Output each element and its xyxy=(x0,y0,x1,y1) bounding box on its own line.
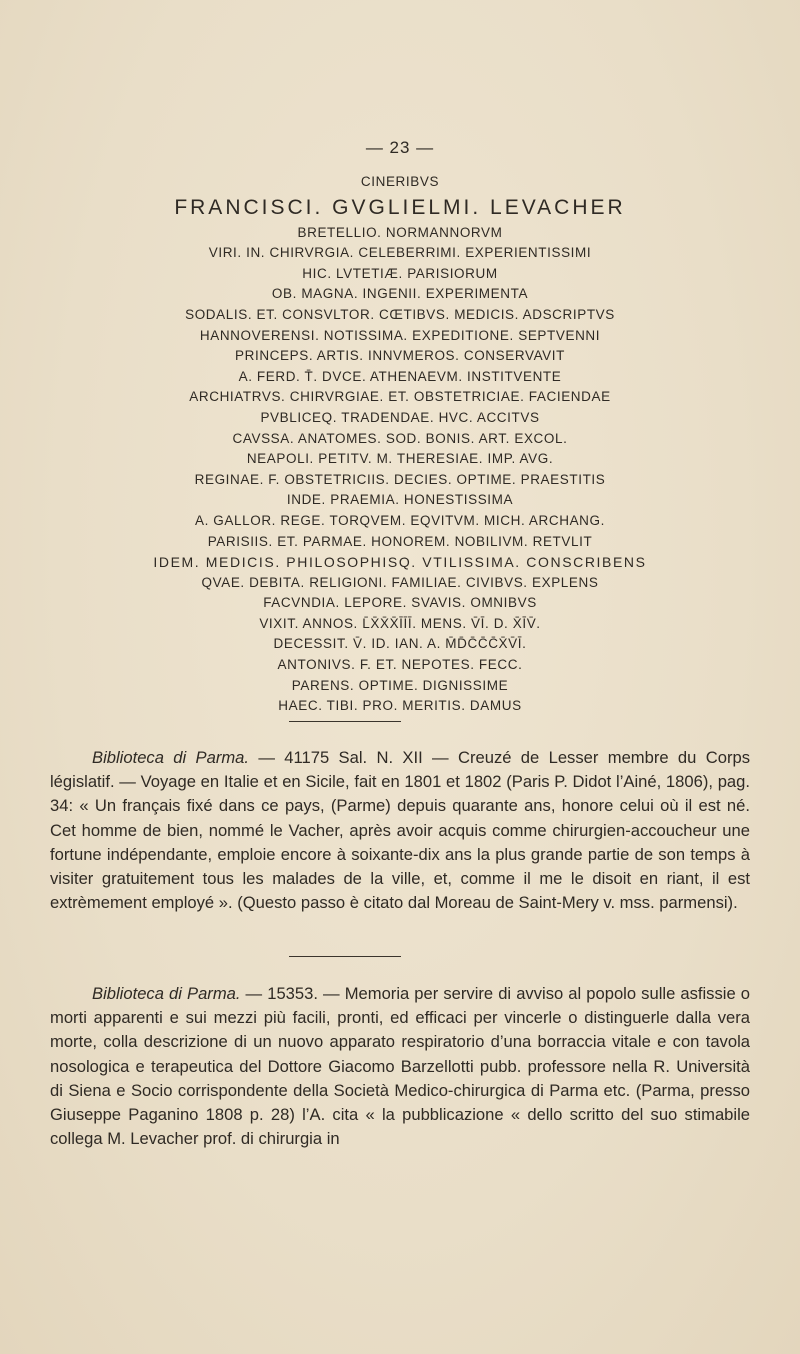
inscription-line: BRETELLIO. NORMANNORVM xyxy=(297,224,503,240)
inscription-line: OB. MAGNA. INGENII. EXPERIMENTA xyxy=(271,286,529,302)
section-divider xyxy=(289,721,401,722)
inscription-line: FACVNDIA. LEPORE. SVAVIS. OMNIBVS xyxy=(263,595,537,611)
inscription-line: A. FERD. T̄. DVCE. ATHENAEVM. INSTITVENTE xyxy=(238,368,562,384)
inscription-line: NEAPOLI. PETITV. M. THERESIAE. IMP. AVG. xyxy=(246,451,554,467)
inscription-line: VIRI. IN. CHIRVRGIA. CELEBERRIMI. EXPERIENTISSIMI xyxy=(208,245,592,261)
citation-source: Biblioteca di Parma. xyxy=(92,984,241,1003)
inscription-title: FRANCISCI. GVGLIELMI. LEVACHER xyxy=(174,195,626,219)
inscription-line: SODALIS. ET. CONSVLTOR. CŒTIBVS. MEDICIS. ADSCRIPTVS xyxy=(185,306,615,322)
inscription-line: QVAE. DEBITA. RELIGIONI. FAMILIAE. CIVIBVS. EXPLENS xyxy=(201,574,599,590)
section-divider xyxy=(289,956,401,957)
inscription-line: PVBLICEQ. TRADENDAE. HVC. ACCITVS xyxy=(260,409,540,425)
citation-text: — 41175 Sal. N. XII — Creuzé de Lesser membre du Corps législatif. — Voyage en Italie et en Sicile, fait en 1801 et 1802 (Paris P. Didot l’Ainé, 1806), pag. 34: « Un français fixé dans ce pays, (Parme) depuis quarante ans, honore celui où il est né. Cet homme de bien, nommé le Vacher, après avoir acquis comme chirurgien-accoucheur une fortune indépendante, emploie encore à soixante-dix ans la plus grande partie de son temps à visiter gratuitement tous les malades de la ville, et, comme il me le disoit en riant, il est extrèmement employé ». (Questo passo è citato dal Moreau de Saint-Mery v. mss. parmensi). xyxy=(50,748,750,913)
latin-inscription xyxy=(60,172,740,717)
inscription-line: VIXIT. ANNOS. L̄X̄X̄X̄ĪĪĪ. MENS. V̄Ī. D. X̄ĪV̄. xyxy=(259,615,541,631)
inscription-line: DECESSIT. V̄. ID. IAN. A. M̄D̄C̄C̄C̄X̄V̄Ī. xyxy=(273,636,527,652)
citation-paragraph xyxy=(50,982,750,1151)
inscription-line: PRINCEPS. ARTIS. INNVMEROS. CONSERVAVIT xyxy=(235,348,565,364)
inscription-line: ANTONIVS. F. ET. NEPOTES. FECC. xyxy=(277,657,523,673)
inscription-line: HIC. LVTETIÆ. PARISIORUM xyxy=(302,265,498,281)
inscription-line: ARCHIATRVS. CHIRVRGIAE. ET. OBSTETRICIAE. FACIENDAE xyxy=(189,389,611,405)
inscription-line: HANNOVERENSI. NOTISSIMA. EXPEDITIONE. SEPTVENNI xyxy=(199,327,601,343)
citation-paragraph xyxy=(50,746,750,915)
citation-source: Biblioteca di Parma. xyxy=(92,748,250,767)
inscription-line: A. GALLOR. REGE. TORQVEM. EQVITVM. MICH. ARCHANG. xyxy=(195,512,605,528)
inscription-line: PARENS. OPTIME. DIGNISSIME xyxy=(291,677,509,693)
inscription-line: REGINAE. F. OBSTETRICIIS. DECIES. OPTIME. PRAESTITIS xyxy=(194,471,606,487)
inscription-line: CAVSSA. ANATOMES. SOD. BONIS. ART. EXCOL. xyxy=(232,430,568,446)
citation-text: — 15353. — Memoria per servire di avviso al popolo sulle asfissie o morti apparenti e sui mezzi più facili, pronti, ed efficaci per vincerle o distinguerle dalla vera morte, colla descrizione di un nuovo apparato respiratorio d’una borraccia vitale e con tavola nosologica e terapeutica del Dottore Giacomo Barzellotti pubb. professore nella R. Università di Siena e Socio corrispondente della Società Medico-chirurgica di Parma etc. (Parma, presso Giuseppe Paganino 1808 p. 28) l’A. cita « la pubblicazione « dello scritto del suo stimabile collega M. Levacher prof. di chirurgia in xyxy=(50,984,750,1149)
page-number: — 23 — xyxy=(365,138,435,157)
inscription-line: HAEC. TIBI. PRO. MERITIS. DAMUS xyxy=(278,698,522,714)
inscription-line: IDEM. MEDICIS. PHILOSOPHISQ. VTILISSIMA. CONSCRIBENS xyxy=(153,554,647,571)
inscription-line: CINERIBVS xyxy=(360,174,440,189)
inscription-line: INDE. PRAEMIA. HONESTISSIMA xyxy=(286,492,514,508)
inscription-line: PARISIIS. ET. PARMAE. HONOREM. NOBILIVM. RETVLIT xyxy=(207,533,593,549)
